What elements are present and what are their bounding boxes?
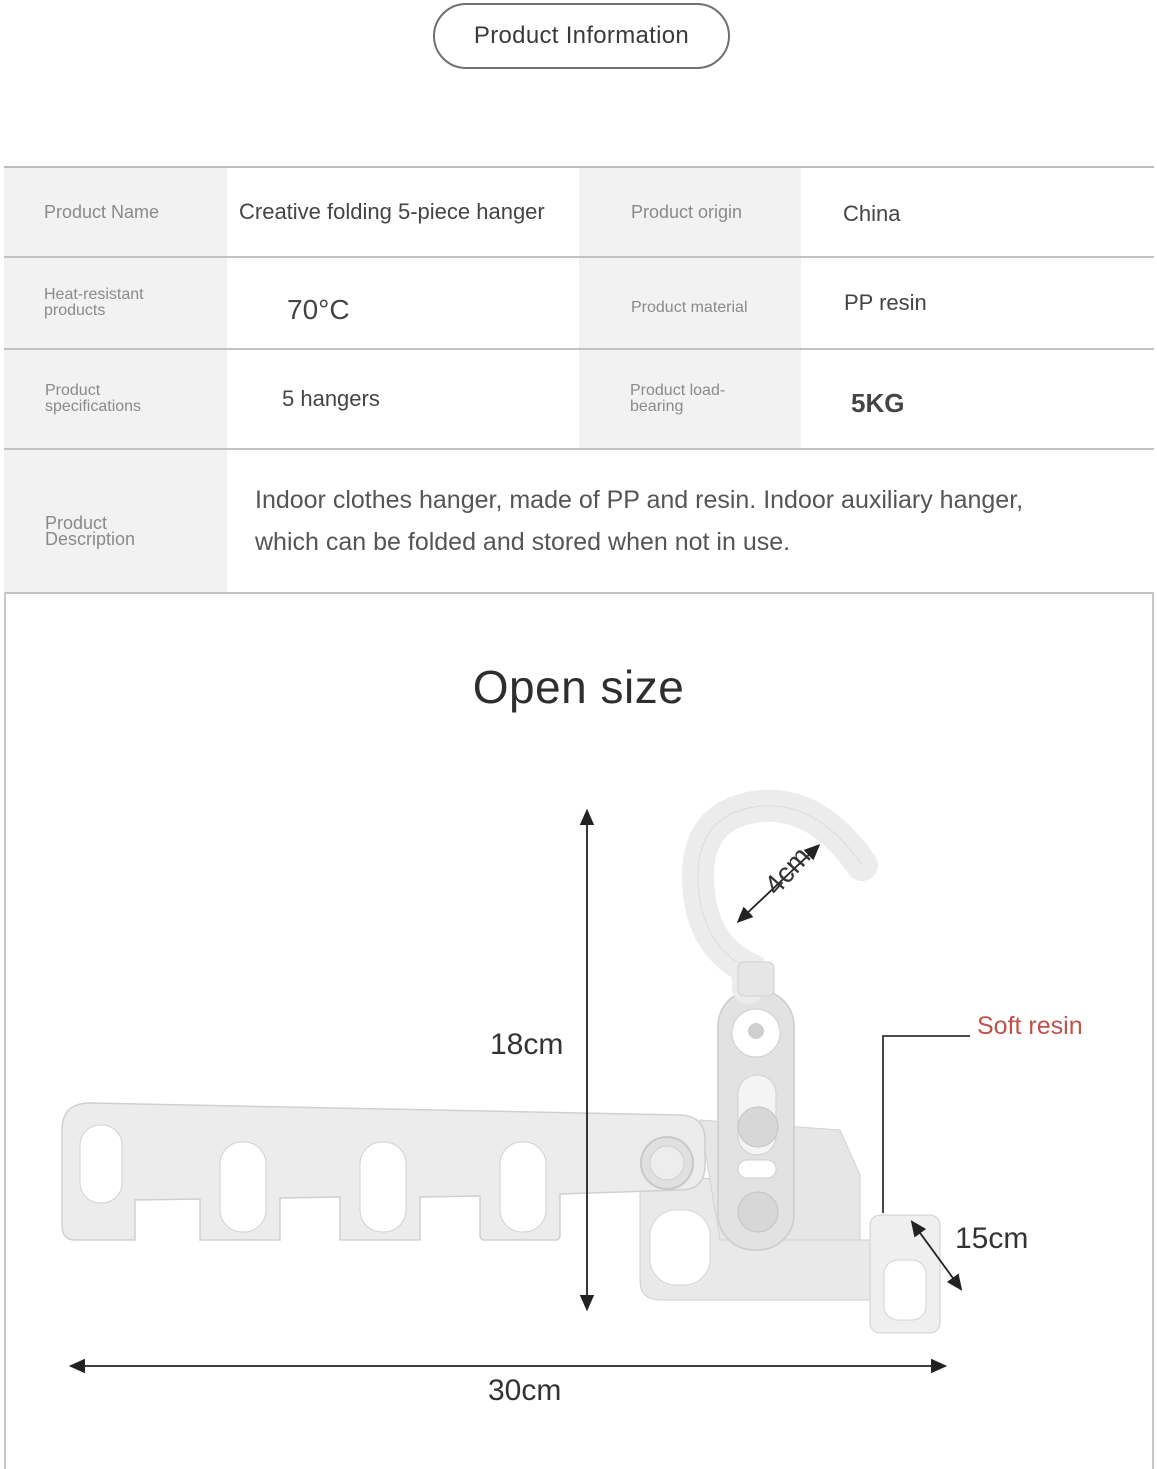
product-material-value: PP resin [801, 258, 1154, 348]
hook-label: 4cm [758, 840, 817, 901]
table-row [4, 258, 1154, 350]
product-material-label: Product material [579, 258, 801, 348]
product-origin-label: Product origin [579, 168, 801, 256]
product-description-value: Indoor clothes hanger, made of PP and resin. Indoor auxiliary hanger, which can be folded and stored when not in use. [227, 450, 1154, 592]
soft-resin-callout: Soft resin [977, 1012, 1083, 1040]
open-size-title: Open size [472, 661, 685, 713]
product-name-label: Product Name [4, 168, 227, 256]
table-row [4, 168, 1154, 258]
spec-table [4, 166, 1154, 594]
table-row [4, 350, 1154, 450]
hanger-diagram [0, 780, 1157, 1440]
product-specifications-label: Product specifications [4, 350, 227, 448]
product-load-bearing-label: Product load-bearing [579, 350, 801, 448]
product-load-bearing-value: 5KG [801, 350, 1154, 448]
product-specifications-value: 5 hangers [227, 350, 579, 448]
product-name-value: Creative folding 5-piece hanger [227, 168, 579, 256]
heat-resistant-value: 70°C [227, 258, 579, 348]
table-row [4, 450, 1154, 594]
product-origin-value: China [801, 168, 1154, 256]
height-label: 18cm [490, 1028, 564, 1061]
product-information-title: Product Information [433, 3, 730, 69]
hanger-illustration [62, 806, 940, 1333]
depth-label: 15cm [955, 1222, 1029, 1255]
product-description-label: Product Description [4, 450, 227, 592]
soft-resin-leader [883, 1036, 970, 1213]
heat-resistant-label: Heat-resistant products [4, 258, 227, 348]
width-label: 30cm [488, 1374, 562, 1407]
